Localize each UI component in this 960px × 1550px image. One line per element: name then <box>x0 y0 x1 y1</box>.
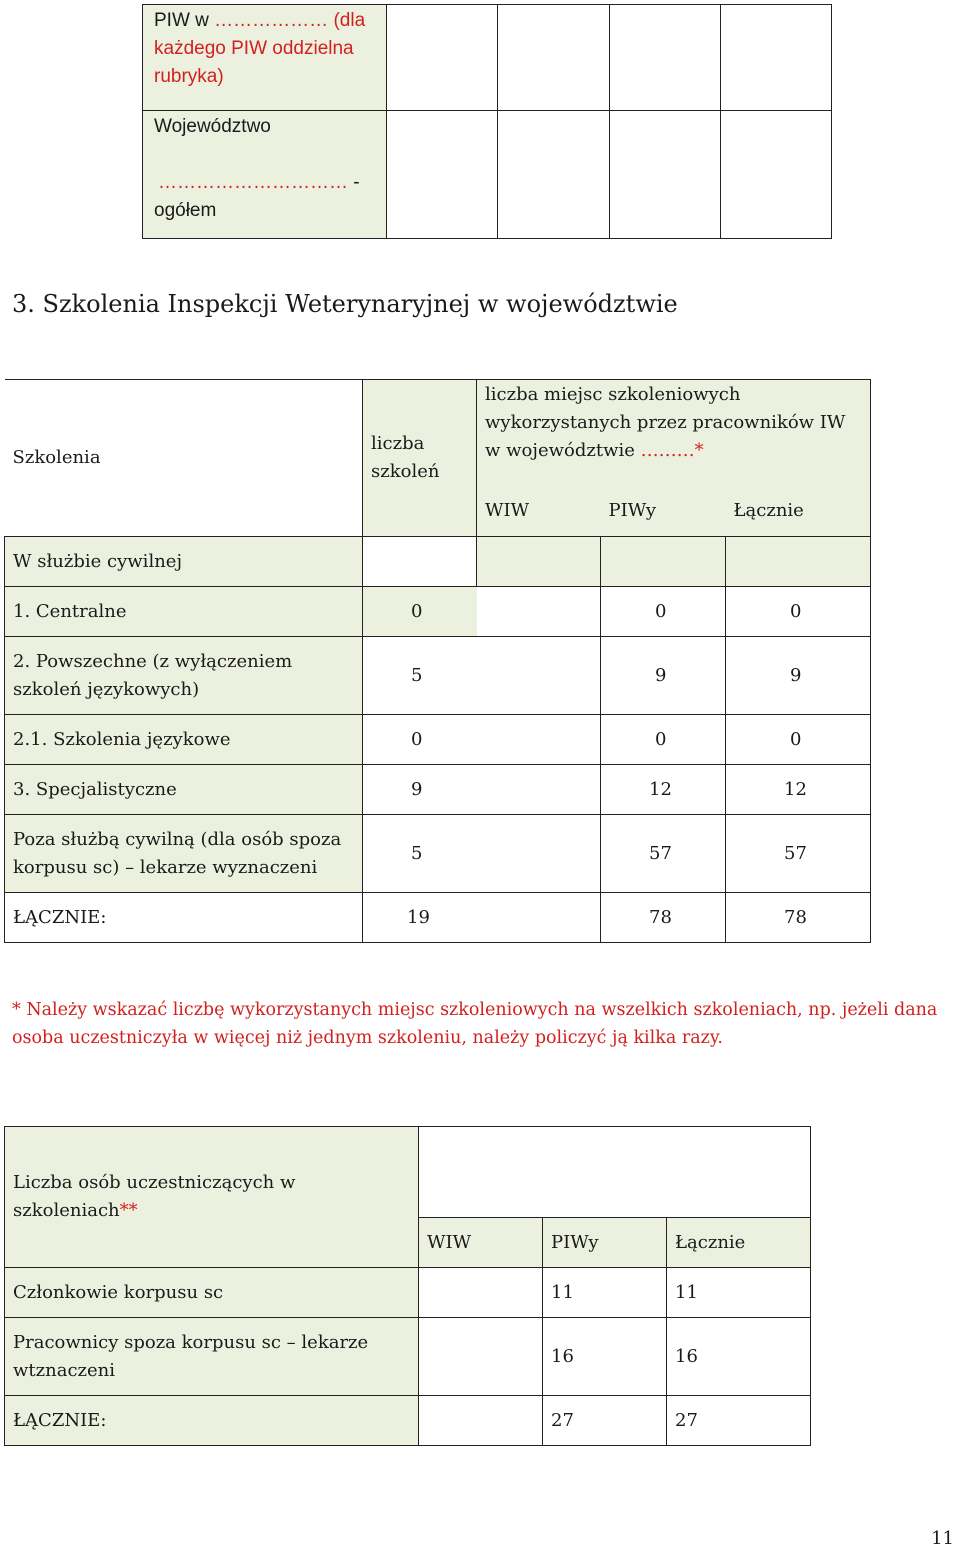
wojewodztwo-label: Województwo <box>154 116 271 137</box>
row-label: Członkowie korpusu sc <box>5 1268 419 1318</box>
header-lacznie: Łącznie <box>667 1218 811 1268</box>
cell-piwy[interactable]: 57 <box>601 815 726 893</box>
cell-wiw[interactable] <box>419 1396 543 1446</box>
cell-wiw[interactable] <box>477 815 601 893</box>
wojewodztwo-cell[interactable] <box>498 111 609 239</box>
piw-note-c: rubryka) <box>154 66 224 87</box>
table-row <box>5 1318 811 1396</box>
cell-lacznie[interactable]: 11 <box>667 1268 811 1318</box>
piw-note-b: każdego PIW oddzielna <box>154 38 354 59</box>
header-szkolenia <box>5 380 363 537</box>
cell-lacznie[interactable]: 0 <box>726 587 871 637</box>
row-label: W służbie cywilnej <box>5 537 363 587</box>
szkolenia-table <box>4 379 871 943</box>
piw-note-a: (dla <box>328 10 366 31</box>
wojewodztwo-dash: - <box>348 172 360 193</box>
table-row <box>5 765 871 815</box>
piw-table <box>142 4 832 239</box>
header-liczba-text: liczba szkoleń <box>371 433 440 482</box>
page-number: 11 <box>931 1528 954 1549</box>
table-row <box>5 715 871 765</box>
wojewodztwo-cell[interactable] <box>720 111 831 239</box>
uczestnicy-table <box>4 1126 811 1446</box>
cell-piwy[interactable]: 16 <box>543 1318 667 1396</box>
row-label: Poza służbą cywilną (dla osób spoza korpusu sc) – lekarze wyznaczeni <box>5 815 363 893</box>
cell-lacznie[interactable]: 57 <box>726 815 871 893</box>
cell-piwy[interactable]: 11 <box>543 1268 667 1318</box>
row-label: 3. Specjalistyczne <box>5 765 363 815</box>
cell-wiw[interactable] <box>477 765 601 815</box>
header-uczestnicy <box>5 1127 419 1268</box>
wojewodztwo-cell[interactable] <box>609 111 720 239</box>
table-row <box>5 587 871 637</box>
row-label: 2.1. Szkolenia językowe <box>5 715 363 765</box>
cell-liczba[interactable]: 19 <box>363 893 477 943</box>
cell-lacznie[interactable]: 0 <box>726 715 871 765</box>
section-heading: 3. Szkolenia Inspekcji Weterynaryjnej w województwie <box>12 290 678 318</box>
row-label: ŁĄCZNIE: <box>5 1396 419 1446</box>
cell-piwy[interactable] <box>601 537 726 587</box>
cell-lacznie[interactable]: 12 <box>726 765 871 815</box>
piw-cell[interactable] <box>609 5 720 111</box>
cell-wiw[interactable] <box>477 637 601 715</box>
row-label: ŁĄCZNIE: <box>5 893 363 943</box>
cell-piwy[interactable]: 9 <box>601 637 726 715</box>
cell-wiw[interactable] <box>419 1318 543 1396</box>
row-label: 1. Centralne <box>5 587 363 637</box>
cell-piwy[interactable]: 0 <box>601 715 726 765</box>
header-uczestnicy-blank <box>419 1127 811 1218</box>
piw-cell[interactable] <box>720 5 831 111</box>
footnote: * Należy wskazać liczbę wykorzystanych miejsc szkoleniowych na wszelkich szkoleniach, np. jeżeli dana osoba uczestniczyła w więcej niż jednym szkoleniu, należy policzyć ją kilka razy. <box>12 1000 938 1048</box>
header-miejsca-dots: ………* <box>640 440 704 461</box>
row-label: Pracownicy spoza korpusu sc – lekarze wtznaczeni <box>5 1318 419 1396</box>
header-piwy: PIWy <box>543 1218 667 1268</box>
header-uczestnicy-mark: ** <box>119 1200 138 1221</box>
cell-lacznie[interactable]: 16 <box>667 1318 811 1396</box>
header-wiw: WIW <box>477 487 601 537</box>
cell-wiw[interactable] <box>477 893 601 943</box>
cell-liczba[interactable]: 5 <box>363 637 477 715</box>
cell-wiw[interactable] <box>477 587 601 637</box>
piw-cell[interactable] <box>498 5 609 111</box>
cell-wiw[interactable] <box>419 1268 543 1318</box>
cell-piwy[interactable]: 78 <box>601 893 726 943</box>
header-uczestnicy-text: Liczba osób uczestniczących w szkoleniach <box>13 1172 296 1221</box>
piw-label-cell <box>143 5 387 111</box>
cell-piwy[interactable]: 12 <box>601 765 726 815</box>
header-szkolenia-text: Szkolenia <box>12 447 101 468</box>
piw-dots: ……………… <box>214 10 329 31</box>
cell-piwy[interactable]: 0 <box>601 587 726 637</box>
wojewodztwo-dots: ………………………… <box>158 172 348 193</box>
header-piwy: PIWy <box>601 487 726 537</box>
wojewodztwo-label-cell <box>143 111 387 239</box>
cell-lacznie[interactable]: 78 <box>726 893 871 943</box>
row-label: 2. Powszechne (z wyłączeniem szkoleń językowych) <box>5 637 363 715</box>
cell-liczba[interactable]: 0 <box>363 715 477 765</box>
table-row <box>5 637 871 715</box>
cell-piwy[interactable]: 27 <box>543 1396 667 1446</box>
table-row <box>5 1396 811 1446</box>
cell-lacznie[interactable] <box>726 537 871 587</box>
table-row <box>5 1268 811 1318</box>
table-row <box>5 815 871 893</box>
header-miejsca <box>477 380 871 487</box>
cell-liczba[interactable]: 0 <box>363 587 477 637</box>
cell-lacznie[interactable]: 27 <box>667 1396 811 1446</box>
cell-wiw[interactable] <box>477 537 601 587</box>
cell-liczba[interactable]: 5 <box>363 815 477 893</box>
header-wiw: WIW <box>419 1218 543 1268</box>
table-row <box>5 537 871 587</box>
cell-liczba[interactable]: 9 <box>363 765 477 815</box>
wojewodztwo-ogolem: ogółem <box>154 200 217 221</box>
header-miejsca-text: liczba miejsc szkoleniowych wykorzystanych przez pracowników IW w województwie <box>485 384 846 461</box>
table-row <box>5 893 871 943</box>
piw-cell[interactable] <box>387 5 498 111</box>
cell-liczba[interactable] <box>363 537 477 587</box>
header-lacznie: Łącznie <box>726 487 871 537</box>
wojewodztwo-cell[interactable] <box>387 111 498 239</box>
header-liczba <box>363 380 477 537</box>
cell-lacznie[interactable]: 9 <box>726 637 871 715</box>
piw-label-text: PIW w <box>154 10 215 31</box>
cell-wiw[interactable] <box>477 715 601 765</box>
